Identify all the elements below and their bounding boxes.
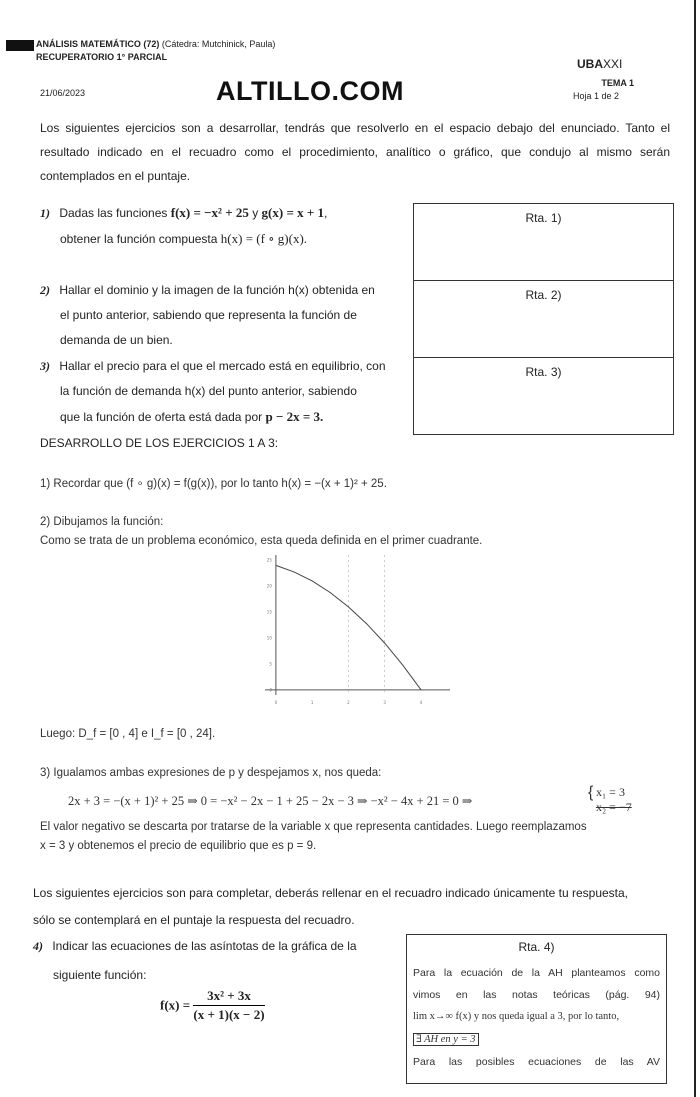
x-tick-label-4: 4	[419, 700, 423, 705]
answer-box-4[interactable]	[406, 934, 667, 1084]
root-2-struck: x₂ = −7	[596, 800, 632, 814]
curve-point-0	[275, 565, 276, 566]
ex1-h: h(x) = (f ∘ g)(x).	[220, 231, 308, 246]
exam-date: 21/06/2023	[40, 88, 86, 98]
intro-paragraph: Los siguientes ejercicios son a desarrollar, tendrás que resolverlo en el espacio debajo del enunciado. Tanto el resultado indicado en el recuadro como el procedimiento, analítico o gráfico, que condujo al mismo serán contemplados en el puntaje.	[40, 121, 670, 183]
y-tick-label-10: 10	[266, 635, 272, 641]
uba-bold: UBA	[577, 57, 603, 71]
development-step-1: 1) Recordar que (f ∘ g)(x) = f(g(x)), por lo tanto h(x) = −(x + 1)² + 25.	[40, 478, 387, 490]
answer-label-2: Rta. 2)	[525, 288, 562, 302]
equation-line: 2x + 3 = −(x + 1)² + 25 ⇒ 0 = −x² − 2x − 1 + 25 − 2x − 3 ⇒ −x² − 4x + 21 = 0 ⇒	[68, 794, 473, 808]
ex1-number: 1)	[40, 206, 50, 220]
ex3-number: 3)	[40, 359, 50, 373]
curve-point-8	[421, 689, 422, 690]
answer-label-3: Rta. 3)	[525, 365, 562, 379]
x-tick-label-3: 3	[383, 700, 386, 705]
development-step-2-text: Como se trata de un problema económico, esta queda definida en el primer cuadrante.	[40, 535, 483, 547]
ex3-d: p − 2x = 3.	[265, 409, 324, 424]
curve-point-6	[384, 643, 385, 644]
ex2-text-a: Hallar el dominio y la imagen de la función h(x) obtenida en	[59, 283, 375, 297]
ex1-f: f(x) = −x² + 25	[170, 205, 249, 220]
ex1-text-a: Dadas las funciones	[59, 206, 171, 220]
ex3-text-c: que la función de oferta está dada por	[60, 410, 266, 424]
y-tick-label-0: 0	[269, 687, 272, 693]
demand-chart	[250, 550, 460, 705]
f-denominator: (x + 1)(x − 2)	[193, 1007, 265, 1022]
curve-point-2	[312, 581, 313, 582]
ex1-text-b: obtener la función compuesta	[60, 232, 221, 246]
answer-box-3[interactable]	[413, 357, 674, 435]
answer-box-2[interactable]	[413, 280, 674, 358]
exercise-2	[40, 278, 410, 353]
ex3-text-b: la función de demanda h(x) del punto anterior, sabiendo	[60, 384, 357, 398]
development-step-3-text-1: El valor negativo se descarta por tratarse de la variable x que representa cantidades. Luego reemplazamos	[40, 821, 587, 833]
header-black-bar	[6, 40, 34, 51]
ex3-text-a: Hallar el precio para el que el mercado está en equilibrio, con	[59, 359, 386, 373]
answer-4-line-3: lim x→∞ f(x) y nos queda igual a 3, por lo tanto,	[413, 1011, 620, 1022]
development-title: DESARROLLO DE LOS EJERCICIOS 1 A 3:	[40, 436, 279, 450]
exercise-3	[40, 354, 410, 430]
answer-label-1: Rta. 1)	[525, 211, 562, 225]
exercise-1: 1) Dadas las funciones f(x) = −x² + 25 y g(x) = x + 1, obtener la función compuesta h(x) = (f ∘ g)(x).	[40, 205, 328, 246]
answer-4-line-1: Para la ecuación de la AH planteamos como	[413, 967, 660, 979]
brace-icon: {	[588, 784, 594, 801]
f-fraction	[193, 988, 264, 1023]
ex2-text-c: demanda de un bien.	[60, 333, 173, 347]
root-1: x₁ = 3	[596, 785, 625, 799]
answer-4-content	[407, 954, 666, 1073]
ex4-text-a: Indicar las ecuaciones de las asíntotas de la gráfica de la	[52, 939, 357, 953]
answer-4-line-5: Para las posibles ecuaciones de las AV	[413, 1056, 660, 1068]
answer-4-line-2: vimos en las notas teóricas (pág. 94)	[413, 989, 660, 1001]
subject-line	[36, 39, 275, 49]
answer-label-4: Rta. 4)	[518, 940, 555, 954]
ex2-text-b: el punto anterior, sabiendo que representa la función de	[60, 308, 357, 322]
f-numerator: 3x² + 3x	[193, 988, 264, 1006]
altillo-logo: ALTILLO.COM	[216, 76, 404, 106]
curve-point-1	[294, 571, 295, 572]
domain-image-result: Luego: D_f = [0 , 4] e I_f = [0 , 24].	[40, 728, 216, 740]
curve-point-4	[348, 606, 349, 607]
tema: TEMA 1	[601, 78, 634, 88]
curve-point-7	[402, 665, 403, 666]
uba-logo	[577, 57, 622, 71]
answer-box-1[interactable]	[413, 203, 674, 281]
development-step-3-text-2: x = 3 y obtenemos el precio de equilibrio que es p = 9.	[40, 840, 317, 852]
ex4-text-b: siguiente función:	[53, 968, 147, 982]
y-tick-label-5: 5	[269, 661, 272, 667]
development-step-2-title: 2) Dibujamos la función:	[40, 516, 164, 528]
x-tick-label-0: 0	[274, 700, 278, 705]
y-tick-label-25: 25	[266, 557, 272, 563]
function-f	[160, 988, 265, 1023]
ex4-number: 4)	[33, 939, 43, 953]
development-step-3-title: 3) Igualamos ambas expresiones de p y despejamos x, nos queda:	[40, 767, 382, 779]
ex1-y: y	[248, 206, 262, 220]
exam-title: RECUPERATORIO 1° PARCIAL	[36, 52, 168, 62]
part2-intro-2: sólo se contemplará en el puntaje la respuesta del recuadro.	[33, 913, 355, 927]
x-tick-label-2: 2	[347, 700, 350, 705]
curve-point-5	[366, 623, 367, 624]
catedra: (Cátedra: Mutchinick, Paula)	[161, 39, 276, 49]
curve-point-3	[330, 592, 331, 593]
ex1-g: g(x) = x + 1	[261, 205, 325, 220]
y-tick-label-15: 15	[266, 609, 272, 615]
part2-intro-1: Los siguientes ejercicios son para completar, deberás rellenar en el recuadro indicado únicamente tu respuesta,	[33, 886, 629, 900]
page-count: Hoja 1 de 2	[573, 91, 620, 101]
page-edge-line	[694, 0, 696, 1097]
ex2-number: 2)	[40, 283, 50, 297]
y-tick-label-20: 20	[266, 583, 272, 589]
f-lhs: f(x) =	[160, 997, 194, 1013]
uba-light: XXI	[603, 57, 623, 71]
exercise-4	[33, 934, 378, 988]
x-tick-label-1: 1	[310, 700, 314, 705]
subject: ANÁLISIS MATEMÁTICO (72)	[36, 39, 160, 49]
answer-4-boxed-result: ∃ AH en y = 3	[413, 1033, 479, 1046]
